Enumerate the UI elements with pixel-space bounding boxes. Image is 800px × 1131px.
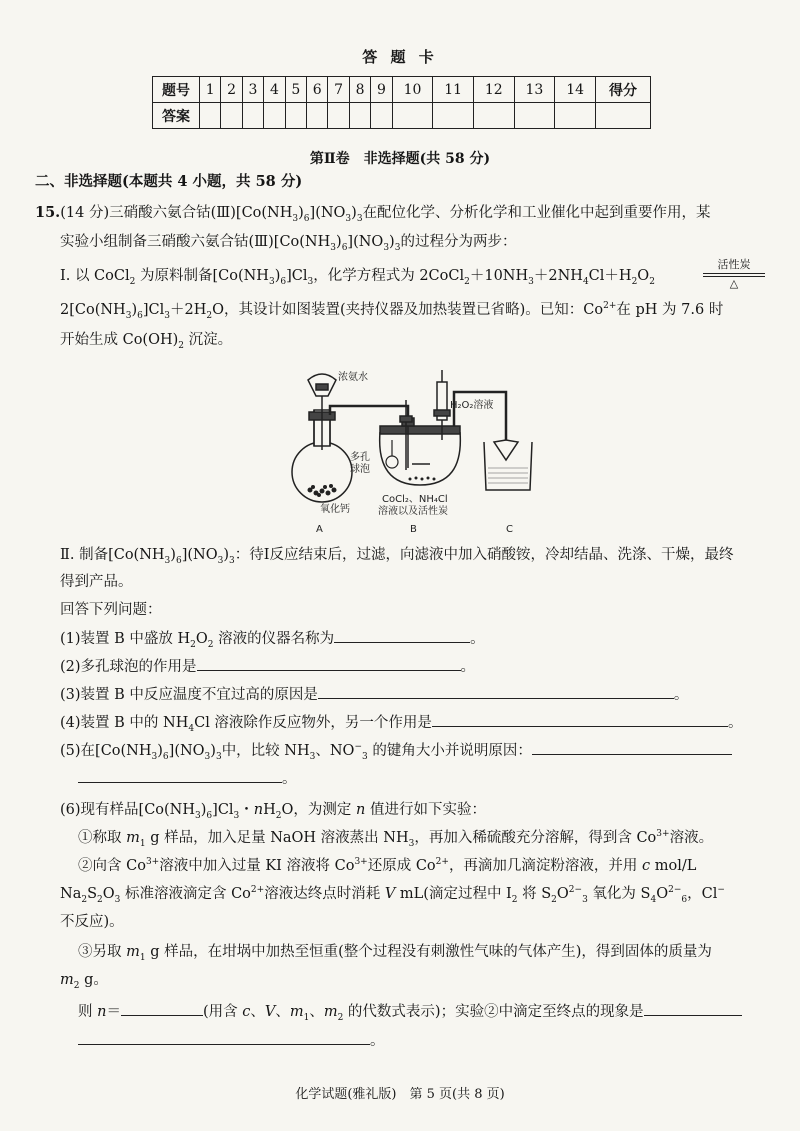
text: Na [60, 886, 82, 902]
text: g 样品，在坩埚中加热至恒重(整个过程没有刺激性气味的气体产生)，得到固体的质量为 [145, 944, 712, 960]
text: S [87, 886, 98, 902]
step2-line2: 得到产品。 [60, 574, 133, 590]
heat-label: △ [729, 277, 739, 290]
sub: 6 [175, 555, 182, 566]
sub: 2 [649, 276, 655, 287]
var-c: c [242, 1004, 251, 1020]
sup: 3+ [354, 857, 368, 868]
text: 将 S [517, 886, 552, 902]
question-number-cell: 5 [285, 77, 306, 103]
sub: 6 [341, 242, 348, 253]
text: 氧化为 S [587, 886, 651, 902]
answer-cell[interactable] [473, 103, 514, 129]
answer-blank[interactable] [532, 740, 732, 755]
answer-table [152, 76, 651, 129]
apparatus-figure [280, 360, 560, 540]
text: ]Cl [142, 302, 165, 318]
text: ①称取 [78, 830, 127, 846]
sub: 3 [233, 810, 240, 821]
text: ＋10NH [469, 268, 529, 284]
text: g 样品，加入足量 NaOH 溶液蒸出 NH [145, 830, 409, 846]
text: 则 [78, 1004, 98, 1020]
sub: 2 [178, 340, 185, 351]
text: ](NO [181, 547, 218, 563]
text: H [263, 802, 276, 818]
answer-row [153, 103, 651, 129]
text: 值进行如下实验： [365, 802, 486, 818]
question-number-cell: 6 [307, 77, 328, 103]
answer-cell[interactable] [200, 103, 221, 129]
question-number-cell: 1 [200, 77, 221, 103]
sup: − [717, 885, 725, 896]
text: (5)在[Co(NH [60, 743, 152, 759]
sub: 3 [330, 242, 337, 253]
question-number-cell: 7 [328, 77, 349, 103]
var-m: m [126, 830, 140, 846]
var-v: V [384, 886, 396, 902]
answer-cell[interactable] [433, 103, 474, 129]
sub: 2 [551, 894, 557, 905]
sub: 1 [139, 952, 146, 963]
sub: 2 [97, 894, 103, 905]
text: O [556, 886, 569, 902]
beaker-liquid [488, 468, 528, 483]
beaker-c [484, 440, 532, 490]
sub: 3 [151, 751, 158, 762]
text: O，为测定 [281, 802, 357, 818]
answer-cell[interactable] [307, 103, 328, 129]
sub: 3 [228, 555, 235, 566]
sub: 3 [215, 751, 222, 762]
question-number-cell: 12 [473, 77, 514, 103]
sup: 3+ [656, 829, 670, 840]
text: (2)多孔球泡的作用是 [60, 659, 197, 675]
answer-blank[interactable] [197, 656, 461, 671]
answer-cell[interactable] [242, 103, 263, 129]
answer-blank[interactable] [644, 1001, 742, 1016]
label-porous-2: 球泡 [350, 464, 370, 475]
answer-cell[interactable] [285, 103, 306, 129]
text: 。 [673, 687, 689, 703]
var-n: n [356, 802, 366, 818]
sup: 2− [668, 885, 682, 896]
var-c: c [642, 858, 651, 874]
text: 中，比较 NH [221, 743, 310, 759]
text: 、NO [315, 743, 355, 759]
text: (3)装置 B 中反应温度不宜过高的原因是 [60, 687, 318, 703]
answer-cell[interactable] [514, 103, 555, 129]
sub: 3 [204, 751, 211, 762]
final-line1 [78, 1001, 742, 1022]
text: ：待Ⅰ反应结束后，过滤，向滤液中加入硝酸铵，冷却结晶、洗涤、干燥，最终 [234, 547, 734, 563]
text: 在 pH 为 7.6 时 [616, 302, 724, 318]
question-number-cell: 13 [514, 77, 555, 103]
question-number-row [153, 77, 651, 103]
step1-line3 [60, 330, 232, 350]
text: ) [298, 205, 304, 221]
sub: 2 [337, 1012, 344, 1023]
label-b-content-1: CoCl₂、NH₄Cl [382, 494, 448, 505]
section-title: 第Ⅱ卷 非选择题(共 58 分) [309, 151, 491, 167]
question-number-cell: 2 [221, 77, 242, 103]
text: ](NO [168, 743, 205, 759]
answer-header: 答案 [153, 103, 200, 129]
text: mL(滴定过程中 I [395, 886, 512, 902]
text: ，再滴加几滴淀粉溶液，并用 [448, 858, 643, 874]
exp2-line1 [78, 856, 696, 876]
text: (用含 [202, 1004, 243, 1020]
label-porous-1: 多孔 [350, 452, 370, 463]
text: ](NO [347, 234, 384, 250]
q6-line: (6)现有样品$[Co(NH_3)_6]Cl_3$・$nH_2O$，为测定 n 值进行如下实验： [60, 802, 486, 821]
question-number-cell: 10 [392, 77, 433, 103]
answer-cell[interactable] [328, 103, 349, 129]
answer-cell[interactable] [555, 103, 596, 129]
text: O [637, 268, 650, 284]
text: 。 [460, 659, 476, 675]
sup: − [354, 742, 362, 753]
sub: 6 [137, 310, 143, 321]
var-n: n [97, 1004, 107, 1020]
text: ＝ [106, 1004, 121, 1020]
text: 还原成 Co [367, 858, 436, 874]
text: ，再加入稀硫酸充分溶解，得到含 Co [414, 830, 657, 846]
text: 。 [727, 715, 743, 731]
text: O [195, 631, 208, 647]
text: (4)装置 B 中的 NH [60, 715, 189, 731]
exp2-line2 [60, 884, 725, 904]
answer-cell[interactable] [371, 103, 392, 129]
sub: 2 [206, 310, 213, 321]
text: (1)装置 B 中盛放 H [60, 631, 191, 647]
catalyst-label: 活性炭 [717, 258, 751, 271]
label-b: B [410, 524, 417, 535]
text: 三硝酸六氨合钴(Ⅲ)[Co(NH [109, 205, 293, 221]
answer-card-title: 答 题 卡 [362, 48, 438, 66]
step1-line1: Ⅰ. 以 CoCl$_2$ 为原料制备$[Co(NH_3)_6]Cl_3$，化学方程式为 $2CoCl_2+10NH_3+2NH_4Cl+H_2O_2$ [60, 268, 655, 287]
q15-intro-line2: 实验小组制备三硝酸六氨合钴$(Ⅲ)[Co(NH_3)_6](NO_3)_3$的过程分为两步： [60, 234, 517, 253]
sub: 6 [162, 751, 169, 762]
text: Cl 溶液除作反应物外，另一个作用是 [194, 715, 432, 731]
text: Ⅰ. 以 CoCl [60, 268, 130, 284]
sub: 3 [114, 894, 121, 905]
text: ②向含 Co [78, 858, 146, 874]
exp1-line [78, 828, 713, 848]
text: ](NO [309, 205, 346, 221]
sub: 3 [309, 751, 316, 762]
answer-blank[interactable] [432, 712, 728, 727]
sub: 3 [383, 242, 390, 253]
var-m: m [289, 1004, 304, 1020]
answer-cell[interactable] [221, 103, 242, 129]
text: ，Cl [687, 886, 718, 902]
text: mol/L [650, 858, 697, 874]
activated-carbon-dots [409, 477, 436, 481]
text: 开始生成 Co(OH) [60, 332, 179, 348]
sub: 3 [125, 310, 132, 321]
text: 。 [370, 1033, 385, 1049]
sup: 2− [568, 885, 583, 896]
text: 为原料制备[Co(NH [135, 268, 269, 284]
text: ・ [239, 802, 254, 818]
text: ＋2NH [533, 268, 583, 284]
text: 2[Co(NH [60, 302, 126, 318]
q1-line [60, 628, 485, 649]
porous-bubbler [386, 440, 398, 468]
var-v: V [264, 1004, 276, 1020]
answer-blank[interactable] [318, 684, 674, 699]
question-number-cell: 9 [371, 77, 392, 103]
part-heading: 二、非选择题(本题共 4 小题，共 58 分) [35, 173, 303, 190]
question-number-cell: 11 [433, 77, 474, 103]
sub: 3 [408, 838, 415, 849]
text: 溶液。 [669, 830, 714, 846]
answer-blank[interactable] [121, 1001, 203, 1016]
question-number-cell: 3 [242, 77, 263, 103]
exp3-line1 [78, 942, 712, 962]
sub: 2 [275, 810, 282, 821]
text: 、 [275, 1004, 290, 1020]
text: 溶液中加入过量 KI 溶液将 Co [159, 858, 355, 874]
text: ]Cl [212, 802, 234, 818]
connecting-tube-ab [330, 406, 408, 424]
sub: 6 [681, 894, 688, 905]
answer-blank[interactable] [78, 768, 282, 783]
page-footer: 化学试题(雅礼版) 第 5 页(共 8 页) [295, 1087, 505, 1102]
sub: 2 [81, 894, 88, 905]
var-m: m [126, 944, 140, 960]
sub: 4 [650, 894, 657, 905]
question-number-cell: 14 [555, 77, 596, 103]
sub: 2 [190, 639, 196, 650]
text: 。 [282, 771, 297, 787]
question-number-cell: 8 [349, 77, 370, 103]
question-points: (14 分) [60, 205, 110, 221]
sub: 6 [206, 810, 213, 821]
answer-cell[interactable] [349, 103, 370, 129]
question-number: 15. [35, 204, 61, 221]
answer-blank[interactable] [78, 1030, 370, 1045]
sub: 1 [303, 1012, 310, 1023]
q5-line2 [78, 768, 297, 789]
exp3-line2 [60, 970, 108, 990]
q4-line [60, 712, 742, 733]
sub: 3 [217, 555, 224, 566]
sub: 2 [207, 639, 214, 650]
reaction-arrow [703, 258, 765, 298]
text: 的代数式表示)；实验②中滴定至终点的现象是 [343, 1004, 644, 1020]
score-cell[interactable] [596, 103, 651, 129]
sup: 2+ [435, 857, 449, 868]
answer-cell[interactable] [392, 103, 433, 129]
sup: 2+ [250, 885, 265, 896]
sub: 3 [582, 894, 588, 905]
text: 溶液达终点时消耗 [264, 886, 385, 902]
label-conc-ammonia: 浓氨水 [338, 372, 368, 383]
text: ，化学方程式为 2CoCl [313, 268, 465, 284]
sub: 3 [362, 751, 368, 762]
text: Cl＋H [588, 268, 632, 284]
q2-line [60, 656, 475, 677]
text: (6)现有样品[Co(NH [60, 802, 196, 818]
var-m: m [60, 972, 74, 988]
question-number-header: 题号 [153, 77, 200, 103]
q15-intro-line1 [35, 203, 711, 223]
sub: 3 [292, 213, 299, 224]
answer-blank[interactable] [334, 628, 470, 643]
q3-line [60, 684, 688, 705]
text: O，其设计如图装置(夹持仪器及加热装置已省略)。已知：Co [212, 302, 604, 318]
text: O [656, 886, 669, 902]
answer-prompt: 回答下列问题： [60, 602, 162, 618]
sub: 4 [582, 276, 589, 287]
label-a: A [316, 524, 323, 535]
sub: 1 [139, 838, 146, 849]
score-header: 得分 [596, 77, 651, 103]
sub: 6 [303, 213, 310, 224]
sub: 2 [511, 894, 518, 905]
text: ]Cl [286, 268, 308, 284]
text: ③另取 [78, 944, 127, 960]
calcium-oxide-solids [308, 484, 337, 497]
question-number-cell: 4 [264, 77, 285, 103]
text: Ⅱ. 制备[Co(NH [60, 547, 165, 563]
sup: 3+ [145, 857, 160, 868]
sub: 3 [528, 276, 534, 287]
label-h2o2: H₂O₂溶液 [450, 400, 494, 411]
label-b-content-2: 溶液以及活性炭 [378, 506, 448, 517]
text: g。 [79, 972, 108, 988]
text: 、 [309, 1004, 324, 1020]
sub: 2 [73, 980, 80, 991]
text: ) [351, 205, 357, 221]
text: 、 [250, 1004, 265, 1020]
final-line2 [78, 1030, 385, 1051]
sub: 3 [356, 213, 363, 224]
step1-line2: $2[Co(NH_3)_6]Cl_3+2H_2O$，其设计如图装置(夹持仪器及加热装置已省略)。已知：$Co^{2+}$在 pH 为 7.6 时 [60, 301, 724, 321]
sub: 3 [394, 242, 401, 253]
var-m: m [323, 1004, 338, 1020]
sup: 2+ [603, 301, 617, 312]
text: ) [389, 234, 395, 250]
sub: 3 [307, 276, 314, 287]
q5-line: (5)在$[Co(NH_3)_6](NO_3)_3$中，比较 $NH_3$、$NO^-_3$ 的键角大小并说明原因： [60, 740, 732, 761]
text: 。 [470, 631, 485, 647]
sub: 3 [268, 276, 275, 287]
text: 在配位化学、分析化学和工业催化中起到重要作用，某 [362, 205, 711, 221]
step2-line1: Ⅱ. 制备$[Co(NH_3)_6](NO_3)_3$：待Ⅰ反应结束后，过滤，向滤液中加入硝酸铵，冷却结晶、洗涤、干燥，最终 [60, 547, 734, 566]
sub: 4 [188, 723, 195, 734]
sub: 2 [464, 276, 470, 287]
text: 溶液的仪器名称为 [213, 631, 335, 647]
text: 的过程分为两步： [400, 234, 517, 250]
text: O [102, 886, 115, 902]
sub: 3 [345, 213, 352, 224]
sub: 3 [195, 810, 201, 821]
exp2-line3: 不反应)。 [60, 914, 124, 930]
sub: 6 [280, 276, 287, 287]
text: 实验小组制备三硝酸六氨合钴(Ⅲ)[Co(NH [60, 234, 331, 250]
var-n: n [253, 802, 264, 818]
label-cao: 氧化钙 [320, 504, 350, 515]
label-c: C [506, 524, 513, 535]
text: 沉淀。 [184, 332, 233, 348]
answer-cell[interactable] [264, 103, 285, 129]
text: 标准溶液滴定含 Co [120, 886, 251, 902]
text: ＋2H [169, 302, 207, 318]
sub: 3 [164, 555, 171, 566]
text: 的键角大小并说明原因： [367, 743, 532, 759]
flask-a [292, 374, 352, 502]
sub: 3 [164, 310, 170, 321]
sub: 2 [631, 276, 638, 287]
sub: 2 [129, 276, 136, 287]
